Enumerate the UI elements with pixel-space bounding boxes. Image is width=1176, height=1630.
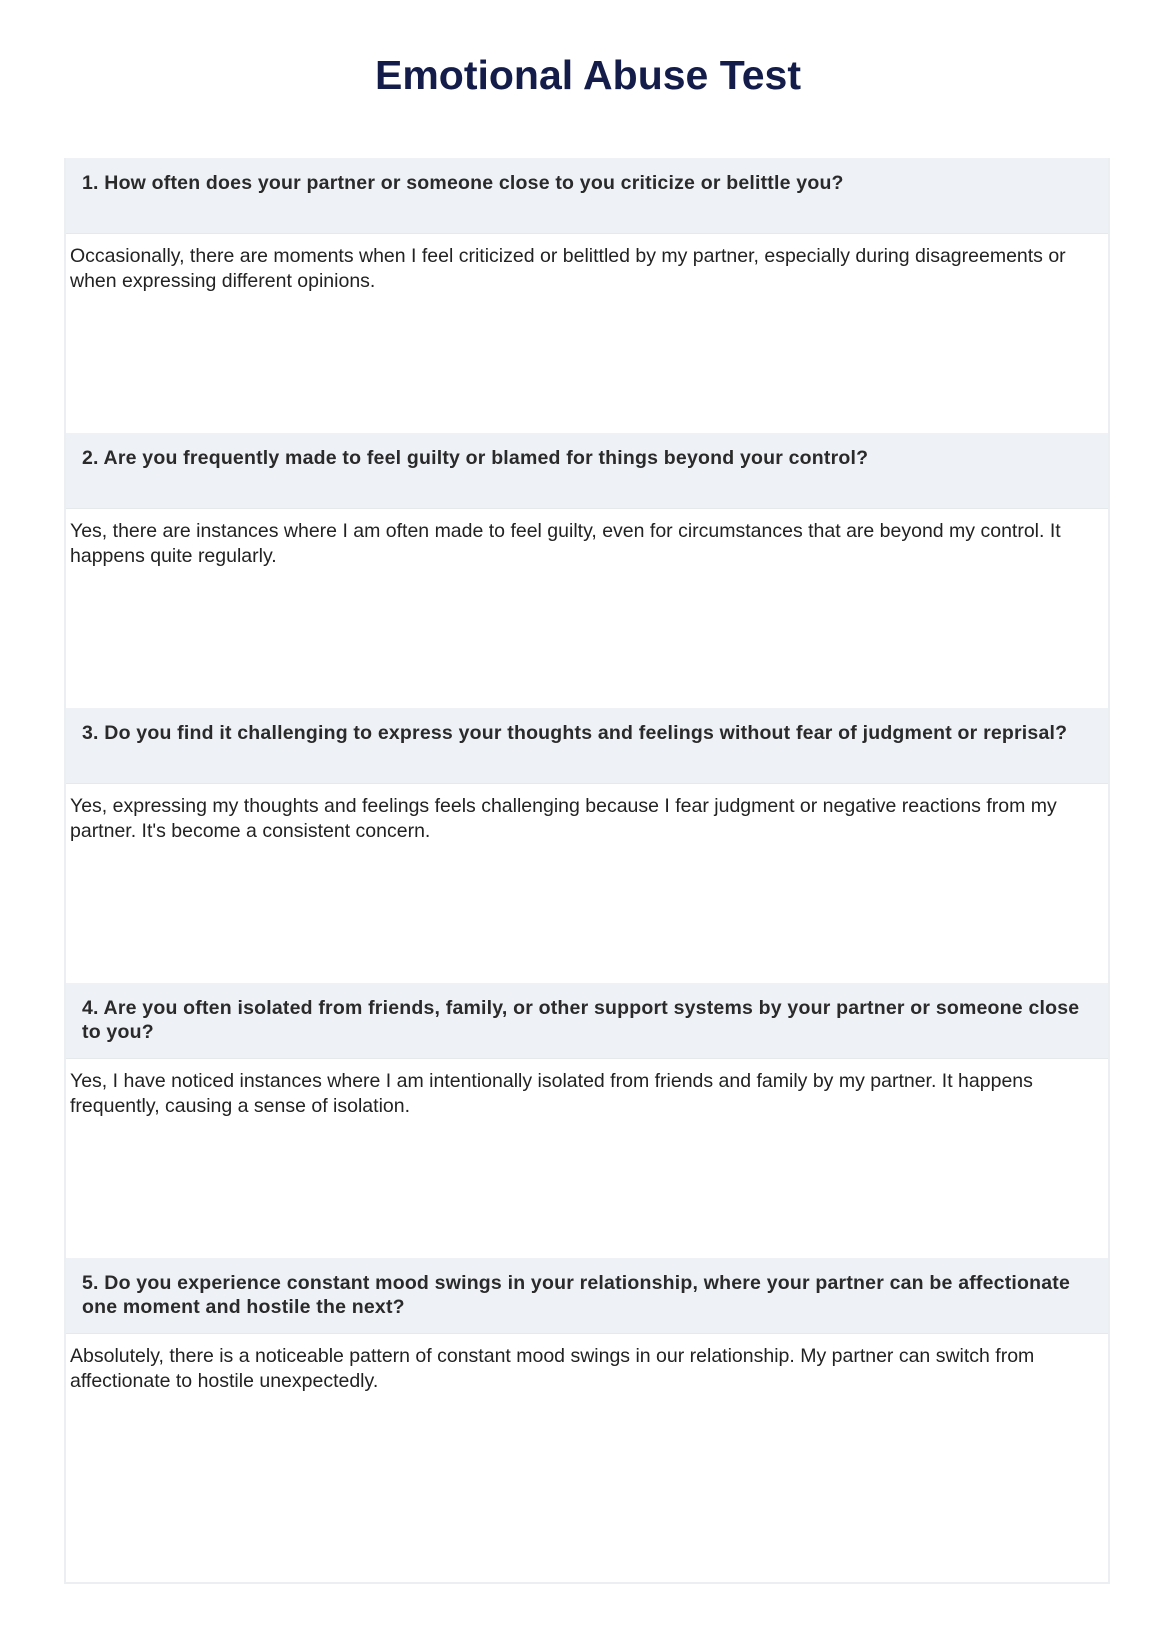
question-text: 3. Do you find it challenging to express your thoughts and feelings without fear of judgment or reprisal? xyxy=(66,708,1108,783)
answer-field[interactable]: Occasionally, there are moments when I feel criticized or belittled by my partner, especially during disagreements or when expressing different opinions. xyxy=(66,233,1108,433)
question-text: 4. Are you often isolated from friends, family, or other support systems by your partner or someone close to you? xyxy=(66,983,1108,1058)
questionnaire xyxy=(64,158,1110,1584)
question-block-2 xyxy=(66,433,1108,708)
answer-field[interactable]: Yes, there are instances where I am often made to feel guilty, even for circumstances that are beyond my control. It happens quite regularly. xyxy=(66,508,1108,708)
question-text: 1. How often does your partner or someone close to you criticize or belittle you? xyxy=(66,158,1108,233)
question-text: 5. Do you experience constant mood swings in your relationship, where your partner can be affectionate one moment and hostile the next? xyxy=(66,1258,1108,1333)
question-block-5 xyxy=(66,1258,1108,1582)
answer-field[interactable]: Yes, expressing my thoughts and feelings feels challenging because I fear judgment or negative reactions from my partner. It's become a consistent concern. xyxy=(66,783,1108,983)
question-block-4 xyxy=(66,983,1108,1258)
answer-field[interactable]: Absolutely, there is a noticeable pattern of constant mood swings in our relationship. My partner can switch from affectionate to hostile unexpectedly. xyxy=(66,1333,1108,1582)
page-title: Emotional Abuse Test xyxy=(375,52,801,98)
question-block-3 xyxy=(66,708,1108,983)
question-block-1 xyxy=(66,158,1108,433)
question-text: 2. Are you frequently made to feel guilty or blamed for things beyond your control? xyxy=(66,433,1108,508)
answer-field[interactable]: Yes, I have noticed instances where I am intentionally isolated from friends and family by my partner. It happens frequently, causing a sense of isolation. xyxy=(66,1058,1108,1258)
